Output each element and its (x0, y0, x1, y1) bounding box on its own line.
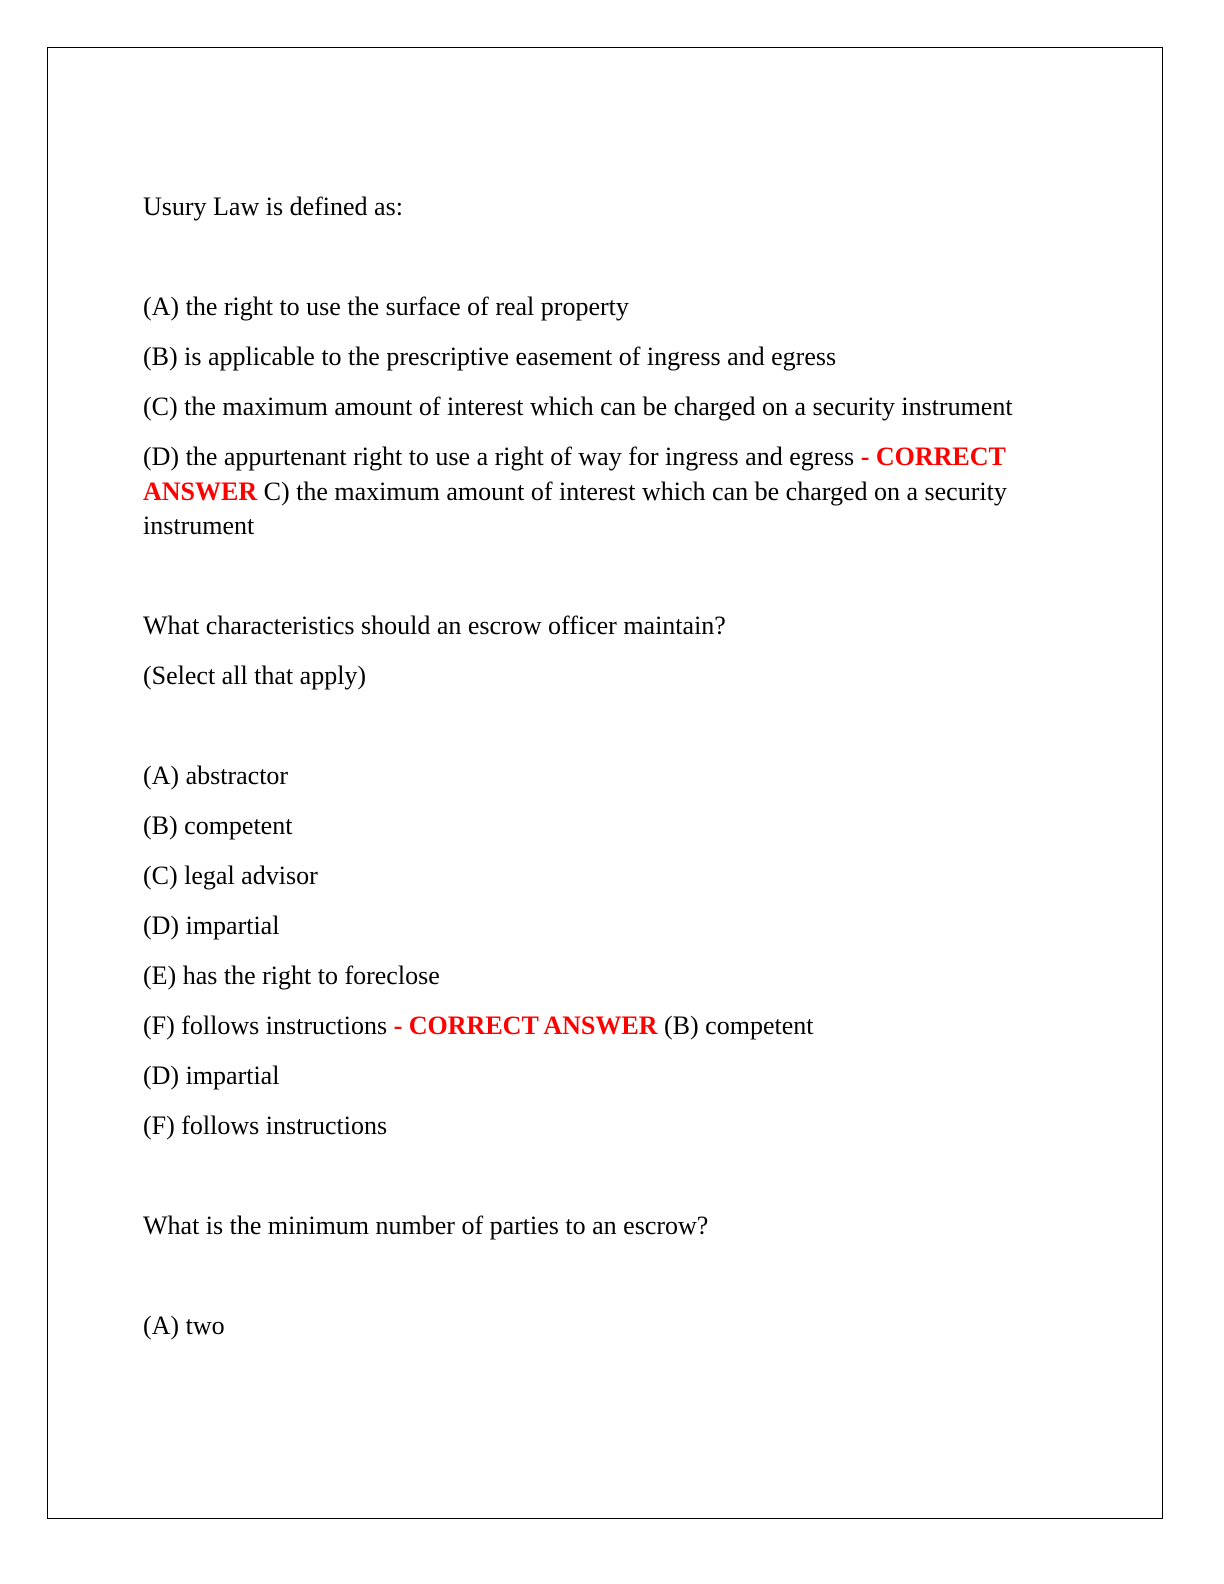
spacer (143, 559, 1078, 609)
option-a: (A) the right to use the surface of real property (143, 292, 629, 321)
question-note: (Select all that apply) (143, 661, 367, 690)
option-f: (F) follows instructions (143, 1011, 388, 1040)
option-c: (C) legal advisor (143, 861, 318, 890)
option-c: (C) the maximum amount of interest which can be charged on a security instrument (143, 392, 1013, 421)
document-content (143, 190, 1078, 1359)
spacer (143, 1259, 1078, 1309)
correct-answer-label: - CORRECT ANSWER (143, 442, 1006, 506)
option-a: (A) abstractor (143, 761, 289, 790)
option-d-with-answer (143, 440, 1078, 544)
question-prompt: Usury Law is defined as: (143, 192, 403, 221)
question-prompt: What characteristics should an escrow officer maintain? (143, 611, 726, 640)
answer-line: (F) follows instructions (143, 1111, 388, 1140)
option-b: (B) competent (143, 811, 293, 840)
answer-line: (D) impartial (143, 1061, 280, 1090)
option-a: (A) two (143, 1311, 225, 1340)
option-b: (B) is applicable to the prescriptive easement of ingress and egress (143, 342, 837, 371)
answer-text: (B) competent (657, 1011, 814, 1040)
answer-text: C) the maximum amount of interest which can be charged on a security instrument (143, 476, 1007, 540)
correct-answer-label: - CORRECT ANSWER (393, 1011, 658, 1040)
question-prompt: What is the minimum number of parties to an escrow? (143, 1211, 709, 1240)
option-d: (D) the appurtenant right to use a right of way for ingress and egress (143, 442, 855, 471)
spacer (143, 1159, 1078, 1209)
spacer (143, 240, 1078, 290)
spacer (143, 709, 1078, 759)
option-e: (E) has the right to foreclose (143, 961, 440, 990)
option-f-with-answer (143, 1009, 1078, 1044)
option-d: (D) impartial (143, 911, 280, 940)
